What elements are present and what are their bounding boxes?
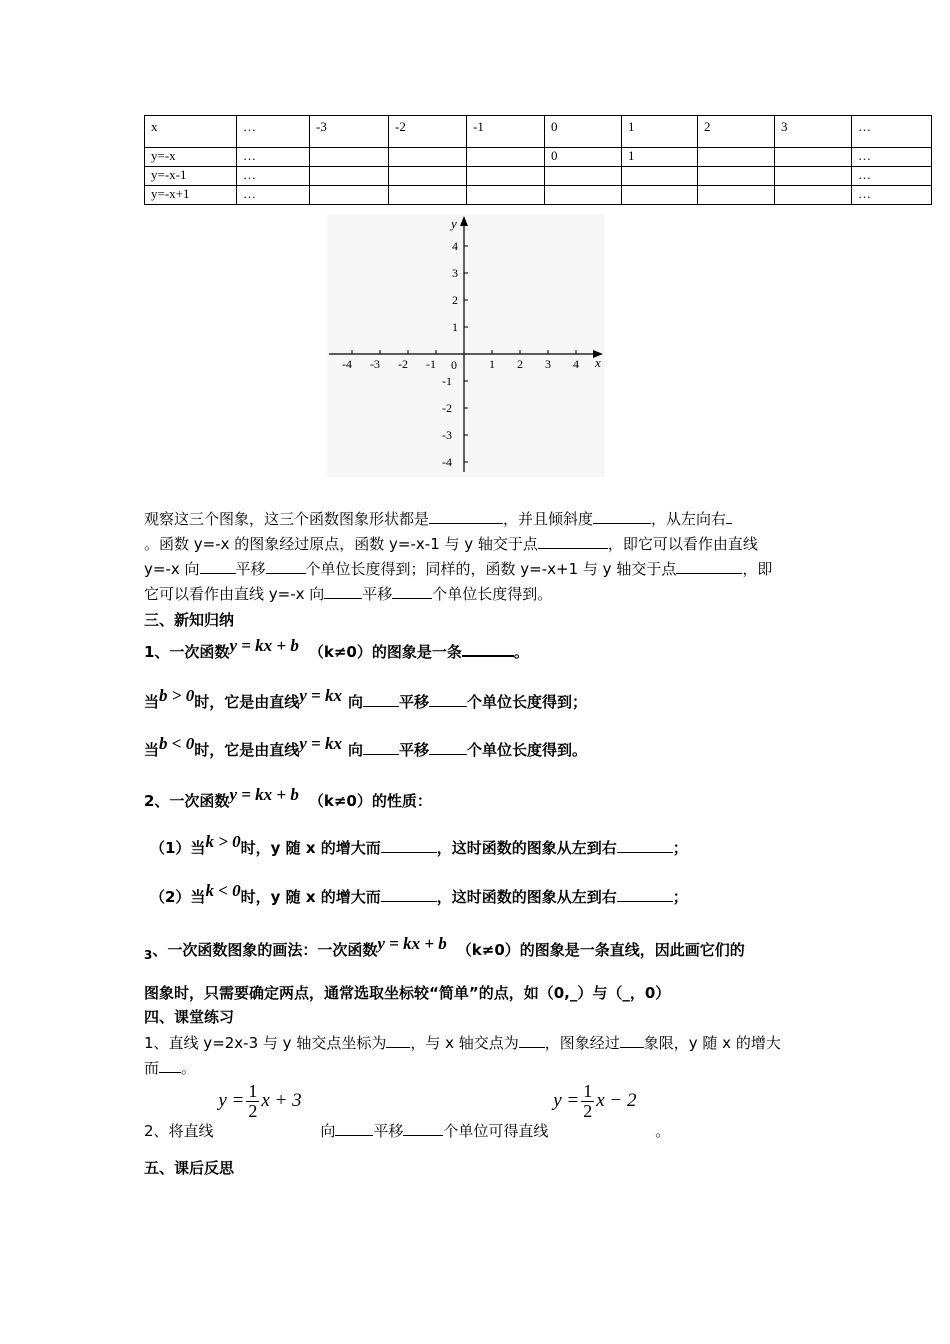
table-cell	[389, 186, 467, 205]
table-row	[145, 148, 932, 167]
x-tick-label: -3	[370, 357, 380, 371]
blank[interactable]	[726, 509, 732, 524]
table-cell	[698, 167, 775, 186]
observe-line-4: 它可以看作由直线 y=-x 向 平移 个单位长度得到。	[144, 585, 553, 603]
table-cell	[545, 186, 622, 205]
table-row	[145, 186, 932, 205]
table-cell: -1	[467, 116, 545, 148]
blank[interactable]	[617, 887, 673, 902]
blank[interactable]	[335, 1121, 373, 1136]
section3-item2: 2、一次函数y = kx + b （k≠0）的性质：	[144, 785, 432, 810]
y-tick-label: -4	[442, 455, 452, 469]
exercise-2: 2、将直线 y = $\frac{1}{2}$ x + 3 向 平移 个单位可得直线 y = $\frac{1}{2}$ x − 2 。	[144, 1081, 671, 1140]
y-tick-label: 4	[452, 239, 458, 253]
y-tick-label: -3	[442, 428, 452, 442]
table-cell	[389, 148, 467, 167]
section3-item3: $_3$、一次函数图象的画法：一次函数y = kx + b （k≠0）的图象是一条直线，因此画它们的	[144, 934, 745, 962]
section4-heading: 四、课堂练习	[144, 1008, 235, 1026]
y-tick-label: -1	[442, 374, 452, 388]
blank[interactable]	[429, 692, 467, 707]
x-tick-label: 4	[573, 357, 579, 371]
table-cell: 0	[545, 148, 622, 167]
exercise-1: 1、直线 y=2x-3 与 y 轴交点坐标为 ，与 x 轴交点为 ，图象经过 象限，y 随 x 的增大	[144, 1034, 781, 1052]
table-cell: -3	[310, 116, 389, 148]
section3-heading: 三、新知归纳	[144, 611, 235, 629]
y-tick-label: 3	[452, 266, 458, 280]
table-row	[145, 116, 932, 148]
coordinate-graph	[327, 214, 605, 477]
observe-line-2: 。函数 y=-x 的图象经过原点，函数 y=-x-1 与 y 轴交于点 ，即它可以看作由直线	[144, 535, 758, 553]
blank[interactable]	[676, 559, 742, 574]
section3-b-positive: 当b > 0时，它是由直线y = kx 向 平移 个单位长度得到；	[144, 686, 587, 711]
table-cell: -2	[389, 116, 467, 148]
blank[interactable]	[519, 1033, 545, 1048]
table-cell: …	[852, 186, 932, 205]
table-cell: …	[237, 186, 310, 205]
y-tick-label: 2	[452, 293, 458, 307]
table-cell	[467, 186, 545, 205]
value-table	[144, 115, 932, 205]
blank[interactable]	[403, 1121, 443, 1136]
blank[interactable]	[429, 509, 503, 524]
blank[interactable]	[381, 838, 437, 853]
blank[interactable]	[159, 1058, 181, 1073]
x-tick-label: 1	[489, 357, 495, 371]
table-cell	[775, 186, 852, 205]
table-cell	[622, 186, 698, 205]
blank[interactable]	[266, 559, 306, 574]
table-cell: …	[852, 148, 932, 167]
table-cell: …	[852, 167, 932, 186]
table-cell	[467, 148, 545, 167]
section3-item3-line2: 图象时，只需要确定两点，通常选取坐标较“简单”的点，如（0,_）与（_，0）	[144, 984, 671, 1002]
x-tick-label: 3	[545, 357, 551, 371]
section3-b-negative: 当b < 0时，它是由直线y = kx 向 平移 个单位长度得到。	[144, 734, 587, 759]
table-cell: …	[237, 167, 310, 186]
row-header-cell: y=-x	[145, 148, 237, 167]
table-cell	[389, 167, 467, 186]
table-cell: 2	[698, 116, 775, 148]
x-tick-label: 2	[517, 357, 523, 371]
table-cell: …	[237, 148, 310, 167]
y-axis-label: y	[451, 216, 457, 231]
table-cell	[467, 167, 545, 186]
x-axis-label: x	[595, 355, 601, 370]
section3-item1: 1、一次函数y = kx + b （k≠0）的图象是一条 。	[144, 636, 529, 661]
blank[interactable]	[462, 641, 514, 657]
x-tick-label: -4	[342, 357, 352, 371]
observe-line-1: 观察这三个图象，这三个函数图象形状都是 ，并且倾斜度 ，从左向右	[144, 508, 732, 529]
blank[interactable]	[392, 584, 432, 599]
blank[interactable]	[617, 838, 673, 853]
row-header-cell: x	[145, 116, 237, 148]
table-cell: 0	[545, 116, 622, 148]
table-cell	[775, 148, 852, 167]
blank[interactable]	[324, 584, 362, 599]
blank[interactable]	[386, 1033, 410, 1048]
blank[interactable]	[429, 740, 467, 755]
y-tick-label: -2	[442, 401, 452, 415]
table-cell	[698, 186, 775, 205]
origin-label: 0	[451, 358, 457, 372]
table-cell: 1	[622, 116, 698, 148]
blank[interactable]	[363, 692, 399, 707]
y-tick-label: 1	[452, 320, 458, 334]
table-cell	[310, 148, 389, 167]
table-cell: …	[852, 116, 932, 148]
table-cell: …	[237, 116, 310, 148]
table-cell: 3	[775, 116, 852, 148]
exercise-1-cont: 而 。	[144, 1059, 197, 1077]
table-cell	[775, 167, 852, 186]
row-header-cell: y=-x+1	[145, 186, 237, 205]
blank[interactable]	[200, 559, 236, 574]
blank[interactable]	[363, 740, 399, 755]
blank[interactable]	[538, 534, 608, 549]
blank[interactable]	[381, 887, 437, 902]
section5-heading: 五、课后反思	[144, 1159, 235, 1177]
table-cell: 1	[622, 148, 698, 167]
blank[interactable]	[593, 509, 651, 524]
table-cell	[310, 186, 389, 205]
table-cell	[310, 167, 389, 186]
table-cell	[622, 167, 698, 186]
observe-line-3: y=-x 向 平移 个单位长度得到；同样的，函数 y=-x+1 与 y 轴交于点 ，即	[144, 560, 773, 578]
table-cell	[698, 148, 775, 167]
fraction: $\frac{1}{2}$	[248, 1081, 258, 1121]
x-tick-label: -2	[398, 357, 408, 371]
x-tick-label: -1	[426, 357, 436, 371]
property-k-positive: （1）当k > 0时，y 随 x 的增大而 ，这时函数的图象从左到右 ；	[150, 832, 688, 857]
property-k-negative: （2）当k < 0时，y 随 x 的增大而 ，这时函数的图象从左到右 ；	[150, 881, 688, 906]
blank[interactable]	[620, 1033, 644, 1048]
table-row	[145, 167, 932, 186]
fraction: $\frac{1}{2}$	[583, 1081, 593, 1121]
table-cell	[545, 167, 622, 186]
row-header-cell: y=-x-1	[145, 167, 237, 186]
